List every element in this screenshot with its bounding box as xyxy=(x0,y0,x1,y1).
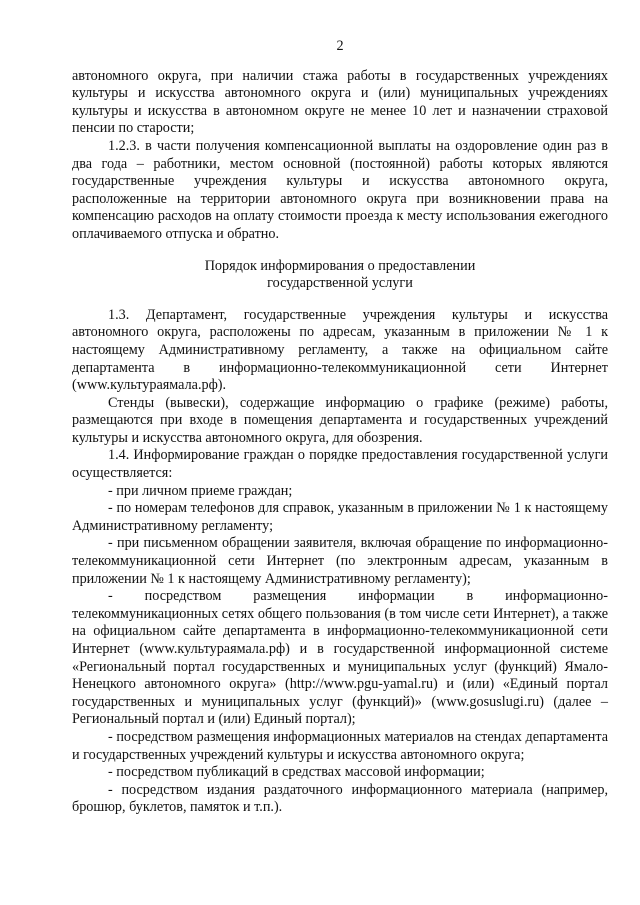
page-number: 2 xyxy=(336,38,344,54)
paragraph-1-2-3: 1.2.3. в части получения компенсационной выплаты на оздоровление один раз в два года – работники, местом основной (постоянной) работы которых являются государственные учреждения культуры и искусства автономного округа, расположенные на территории автономного округа при возникновении права на компенсацию расходов на оплату стоимости проезда к месту использования ежегодного оплачиваемого отпуска и обратно. xyxy=(72,137,608,242)
list-item-personal-reception: - при личном приеме граждан; xyxy=(108,482,293,499)
document-page xyxy=(72,0,608,905)
section-heading-line-2: государственной услуги xyxy=(267,275,413,292)
list-item-stands: - посредством размещения информационных материалов на стендах департамента и государственных учреждений культуры и искусства автономного округа; xyxy=(72,728,608,763)
section-heading-line-1: Порядок информирования о предоставлении xyxy=(204,257,476,274)
paragraph-pension-condition: автономного округа, при наличии стажа работы в государственных учреждениях культуры и искусства автономного округа и (или) муниципальных учреждениях культуры и искусства в автономном округе не менее 10 лет и назначении страховой пенсии по старости; xyxy=(72,67,608,137)
paragraph-1-3: 1.3. Департамент, государственные учреждения культуры и искусства автономного округа, расположены по адресам, указанным в приложении № 1 к настоящему Административному регламенту, а также на официальном сайте департамента в информационно-телекоммуникационной сети Интернет (www.культураямала.рф). xyxy=(72,306,608,394)
section-heading xyxy=(72,258,608,293)
list-item-phone: - по номерам телефонов для справок, указанным в приложении № 1 к настоящему Административному регламенту; xyxy=(72,500,608,534)
list-item-mass-media: - посредством публикаций в средствах массовой информации; xyxy=(108,764,485,781)
list-item-internet: - посредством размещения информации в информационно-телекоммуникационных сетях общего пользования (в том числе сети Интернет), а также на официальном сайте департамента в информационно-телекоммуникационной сети Интернет (www.культураямала.рф) и в государственной информационной системе «Региональный портал государственных и муниципальных услуг (функций) Ямало-Ненецкого автономного округа» (http://www.pgu-yamal.ru) и (или) «Единый портал государственных и муниципальных услуг (функций)» (www.gosuslugi.ru) (далее – Региональный портал и (или) Единый портал); xyxy=(72,588,608,728)
list-item-handouts: - посредством издания раздаточного информационного материала (например, брошюр, буклетов, памяток и т.п.). xyxy=(72,781,608,816)
paragraph-stands: Стенды (вывески), содержащие информацию о графике (режиме) работы, размещаются при входе в помещения департамента и государственных учреждений культуры и искусства автономного округа, для обозрения. xyxy=(72,394,608,446)
list-item-written-request: - при письменном обращении заявителя, включая обращение по информационно-телекоммуникационной сети Интернет (по электронным адресам, указанным в приложении № 1 к настоящему Административному регламенту); xyxy=(72,535,608,587)
paragraph-1-4: 1.4. Информирование граждан о порядке предоставления государственной услуги осуществляется: xyxy=(72,447,608,482)
